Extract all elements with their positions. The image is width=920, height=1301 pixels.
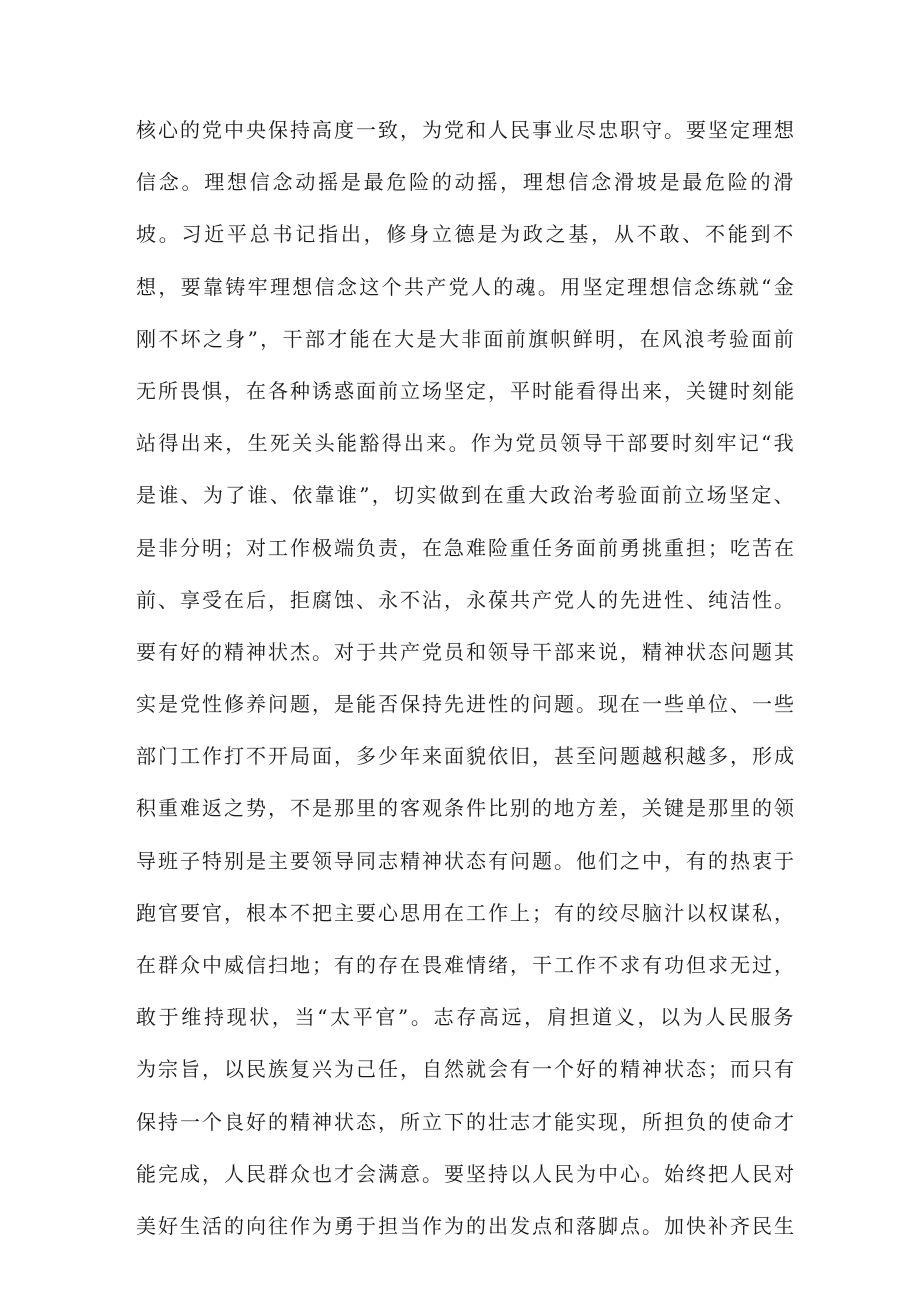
text-line: 是非分明；对工作极端负责，在急难险重任务面前勇挑重担；吃苦在 [136,535,796,560]
text-line: 导班子特别是主要领导同志精神状态有问题。他们之中，有的热衷于 [136,848,796,873]
text-line: 信念。理想信念动摇是最危险的动摇，理想信念滑坡是最危险的滑 [136,170,796,195]
text-line: 想，要靠铸牢理想信念这个共产党人的魂。用坚定理想信念练就“金 [136,274,796,299]
text-line: 积重难返之势，不是那里的客观条件比别的地方差，关键是那里的领 [136,796,796,821]
text-line: 坡。习近平总书记指出，修身立德是为政之基，从不敢、不能到不 [136,222,796,247]
text-line: 核心的党中央保持高度一致，为党和人民事业尽忠职守。要坚定理想 [136,118,796,142]
text-line: 美好生活的向往作为勇于担当作为的出发点和落脚点。加快补齐民生 [136,1213,796,1238]
body-text [136,104,796,1252]
text-line: 保持一个良好的精神状态，所立下的壮志才能实现，所担负的使命才 [136,1109,796,1134]
text-line: 无所畏惧，在各种诱惑面前立场坚定，平时能看得出来，关键时刻能 [136,378,796,403]
text-line: 要有好的精神状杰。对于共产党员和领导干部来说，精神状态问题其 [136,639,796,664]
text-line: 跑官要官，根本不把主要心思用在工作上；有的绞尽脑汁以权谋私， [136,900,796,925]
text-line: 站得出来，生死关头能豁得出来。作为党员领导干部要时刻牢记“我 [136,431,796,456]
text-line: 部门工作打不开局面，多少年来面貌依旧，甚至问题越积越多，形成 [136,744,796,769]
text-line: 敢于维持现状，当“太平官”。志存高远，肩担道义，以为人民服务 [136,1005,796,1030]
text-line: 为宗旨，以民族复兴为己任，自然就会有一个好的精神状态；而只有 [136,1057,796,1082]
text-line: 实是党性修养问题，是能否保持先进性的问题。现在一些单位、一些 [136,692,796,717]
text-line: 能完成，人民群众也才会满意。要坚持以人民为中心。始终把人民对 [136,1161,796,1186]
text-line: 前、享受在后，拒腐蚀、永不沾，永葆共产党人的先进性、纯洁性。 [136,587,796,612]
text-line: 是谁、为了谁、依靠谁”，切实做到在重大政治考验面前立场坚定、 [136,483,796,508]
text-line: 在群众中威信扫地；有的存在畏难情绪，干工作不求有功但求无过， [136,953,796,977]
text-line: 刚不坏之身”，干部才能在大是大非面前旗帜鲜明，在风浪考验面前 [136,326,796,351]
